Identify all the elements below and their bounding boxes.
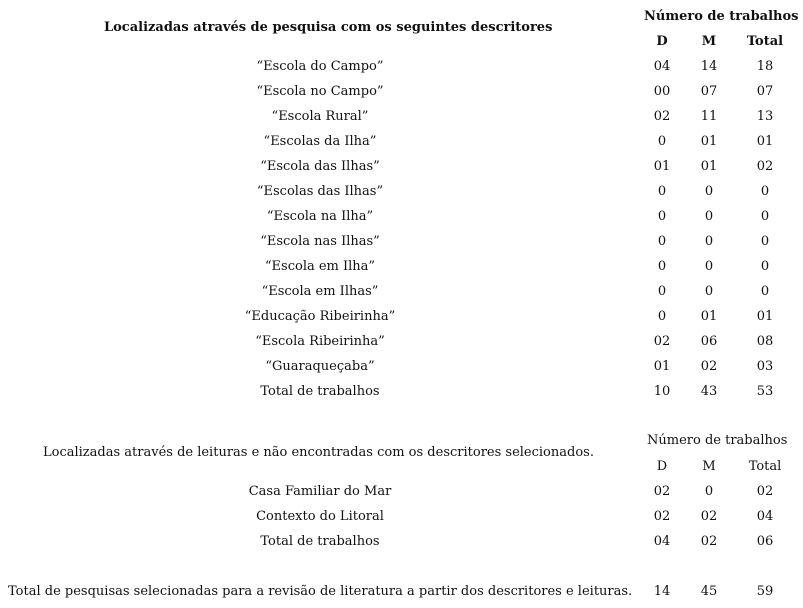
- grand-total-total: 59: [756, 584, 774, 599]
- table-row: [0, 59, 803, 84]
- row-d: 01: [653, 159, 671, 174]
- row-d: 0: [657, 309, 667, 324]
- section2-col-total: Total: [748, 459, 782, 474]
- section1-total-row: [0, 384, 803, 409]
- row-total: 04: [756, 509, 774, 524]
- row-d: 10: [653, 384, 671, 399]
- row-total: 02: [756, 159, 774, 174]
- row-label: Contexto do Litoral: [256, 509, 384, 524]
- table-row: [0, 359, 803, 384]
- table-row: [0, 84, 803, 109]
- row-m: 0: [704, 234, 714, 249]
- row-total: 08: [756, 334, 774, 349]
- row-m: 01: [700, 134, 718, 149]
- section2-total-row: [0, 534, 803, 559]
- row-m: 06: [700, 334, 718, 349]
- row-total: 13: [756, 109, 774, 124]
- grand-total-row: [0, 584, 803, 604]
- table-row: [0, 159, 803, 184]
- row-label: “Escola nas Ilhas”: [260, 234, 380, 249]
- row-label: “Escola das Ilhas”: [260, 159, 380, 174]
- row-label: “Escola Rural”: [271, 109, 369, 124]
- table-row: [0, 284, 803, 309]
- row-m: 0: [704, 284, 714, 299]
- row-d: 0: [657, 134, 667, 149]
- grand-total-d: 14: [653, 584, 671, 599]
- table-row: [0, 209, 803, 234]
- row-label: “Escolas das Ilhas”: [256, 184, 384, 199]
- row-d: 02: [653, 109, 671, 124]
- row-m: 0: [704, 184, 714, 199]
- row-label: Total de trabalhos: [260, 384, 380, 399]
- row-m: 01: [700, 159, 718, 174]
- table-row: [0, 109, 803, 134]
- row-total: 01: [756, 134, 774, 149]
- row-d: 02: [653, 334, 671, 349]
- section2-title: Localizadas através de leituras e não encontradas com os descritores selecionados.: [43, 445, 594, 460]
- row-label: “Escolas da Ilha”: [263, 134, 377, 149]
- row-label: Total de trabalhos: [260, 534, 380, 549]
- table-row: [0, 309, 803, 334]
- table-row: [0, 509, 803, 534]
- row-m: 01: [700, 309, 718, 324]
- row-d: 02: [653, 509, 671, 524]
- row-total: 01: [756, 309, 774, 324]
- table-row: [0, 259, 803, 284]
- row-total: 0: [760, 209, 770, 224]
- row-label: “Escola do Campo”: [256, 59, 384, 74]
- row-m: 07: [700, 84, 718, 99]
- row-d: 0: [657, 234, 667, 249]
- row-total: 18: [756, 59, 774, 74]
- row-m: 0: [704, 484, 714, 499]
- row-m: 02: [700, 509, 718, 524]
- section2-col-m: M: [702, 459, 716, 474]
- row-total: 0: [760, 234, 770, 249]
- row-label: “Escola na Ilha”: [266, 209, 374, 224]
- table-row: [0, 184, 803, 209]
- row-m: 0: [704, 209, 714, 224]
- section2-col-d: D: [656, 459, 668, 474]
- row-total: 0: [760, 259, 770, 274]
- row-label: “Escola no Campo”: [256, 84, 384, 99]
- row-total: 53: [756, 384, 774, 399]
- row-label: “Escola em Ilhas”: [261, 284, 379, 299]
- row-d: 0: [657, 284, 667, 299]
- row-label: Casa Familiar do Mar: [248, 484, 392, 499]
- row-d: 0: [657, 209, 667, 224]
- row-m: 14: [700, 59, 718, 74]
- row-d: 0: [657, 184, 667, 199]
- row-m: 43: [700, 384, 718, 399]
- row-total: 06: [756, 534, 774, 549]
- table-row: [0, 484, 803, 509]
- row-m: 0: [704, 259, 714, 274]
- row-total: 02: [756, 484, 774, 499]
- row-label: “Escola em Ilha”: [264, 259, 376, 274]
- section1-title: Localizadas através de pesquisa com os seguintes descritores: [104, 20, 553, 35]
- row-total: 07: [756, 84, 774, 99]
- row-label: “Guaraqueçaba”: [265, 359, 375, 374]
- section1-col-total: Total: [746, 34, 784, 49]
- row-d: 0: [657, 259, 667, 274]
- table-row: [0, 234, 803, 259]
- row-m: 02: [700, 359, 718, 374]
- row-d: 01: [653, 359, 671, 374]
- section1-header-title: Número de trabalhos: [644, 9, 799, 24]
- row-total: 0: [760, 284, 770, 299]
- row-d: 04: [653, 59, 671, 74]
- table-row: [0, 334, 803, 359]
- row-d: 00: [653, 84, 671, 99]
- row-d: 04: [653, 534, 671, 549]
- grand-total-label: Total de pesquisas selecionadas para a revisão de literatura a partir dos descritores e leituras.: [8, 584, 633, 599]
- row-m: 02: [700, 534, 718, 549]
- row-total: 0: [760, 184, 770, 199]
- grand-total-m: 45: [700, 584, 718, 599]
- row-label: “Escola Ribeirinha”: [255, 334, 385, 349]
- row-label: “Educação Ribeirinha”: [244, 309, 396, 324]
- section1-col-d: D: [656, 34, 668, 49]
- section1-col-m: M: [701, 34, 717, 49]
- table-row: [0, 134, 803, 159]
- row-m: 11: [700, 109, 718, 124]
- row-total: 03: [756, 359, 774, 374]
- row-d: 02: [653, 484, 671, 499]
- section2-header-title: Número de trabalhos: [647, 433, 788, 448]
